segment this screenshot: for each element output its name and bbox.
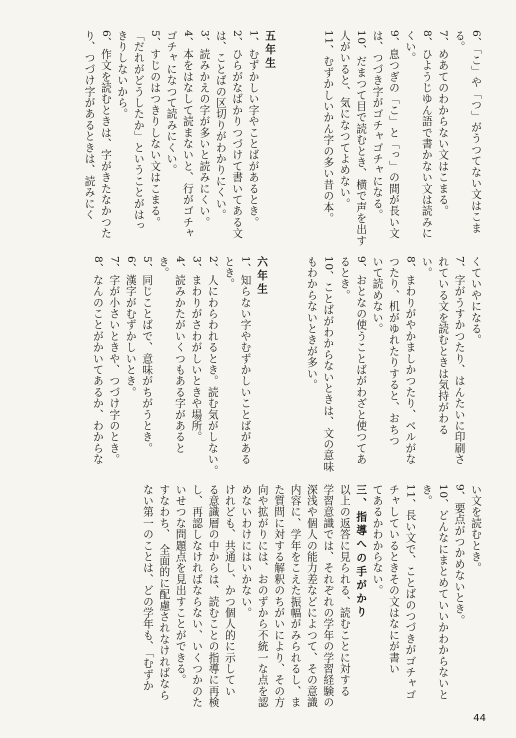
text-line: 人がいると、気になつてよめない。 (338, 30, 351, 210)
text-line: 6、漢字がむずかしいとき。 (124, 256, 137, 398)
text-line: いて読めない。 (371, 256, 384, 335)
grade6-difficulties (90, 256, 270, 477)
text-line: 3、まわりがさわがしいときや場所。 (190, 256, 203, 443)
text-line: 6、作文を読むときは、字がきたなかつた (99, 30, 112, 239)
text-line: 1、知らない字やむずかしいことばがある (239, 256, 252, 465)
text-line: もわからないときが多い。 (305, 256, 318, 391)
text-line: くい。 (404, 30, 417, 64)
text-line: り、つづけ字があるときは、読みにく (83, 30, 96, 221)
text-line: 8、なんのことがかいてあるか、わからな (91, 256, 104, 465)
text-line: ゴチャになつて読みにくい。 (165, 30, 178, 176)
text-line: 「だれがどうしたか」ということがはっ (132, 30, 145, 232)
text-line: 内容に、学年をこえた振幅がみられるし、ま (289, 484, 302, 708)
text-line: 1、むずかしい字やことばがあるとき。 (247, 30, 260, 228)
grade4-difficulties-continued (320, 30, 484, 247)
text-line: 5、同じことばで、意味がちがうとき。 (141, 256, 154, 454)
text-line: い文を読むとき。 (470, 484, 482, 574)
text-line: くていやになる。 (470, 256, 482, 346)
text-line: れている文を読むときは気持がわる (437, 256, 450, 436)
text-line: 11、むずかしいかん字の多い昔の本。 (322, 30, 335, 224)
text-line: つたり、机がゆれたりすると、おちつ (387, 256, 400, 447)
text-line: 9、おとなの使うことばがわざと使つてあ (355, 256, 368, 465)
text-line: し、再認しなければならない、いくつかのた (191, 484, 204, 708)
text-line: 5、すじのはつきりしない文はこまる。 (149, 30, 162, 228)
text-line: 8、ひようじゆん語で書かない文は読みに (420, 30, 433, 239)
text-line: 学習意識では、それぞれの学年の学習経験の (322, 484, 335, 708)
text-line: いせつな問題点を見出すことができる。 (174, 484, 187, 686)
text-line: 向や拡がりには、おのずから不統一な点を認 (256, 484, 269, 708)
text-line: めないわけにはいかない。 (240, 484, 253, 619)
text-line: き。 (157, 256, 170, 279)
text-line: る意識層の中からは、読むことの指導に再検 (207, 484, 220, 708)
text-line: てあるかわからない。 (371, 484, 384, 596)
grade6-heading: 六年生 (256, 256, 268, 297)
text-line: 7、字が小さいときや、つづけ字のとき。 (108, 256, 121, 465)
text-line: い。 (420, 256, 433, 279)
text-line: きりしないから。 (116, 30, 129, 120)
text-line: 10、ことばがわからないときは、文の意味 (322, 256, 335, 473)
text-line: 4、読みかたがいくつもある字があると (173, 256, 186, 454)
guidance-section (139, 484, 484, 708)
text-line: は、つづき字がゴチャゴチャになる。 (371, 30, 384, 221)
section-heading: 三、指導への手がかり (355, 484, 368, 620)
grade5-difficulties-continued (304, 256, 484, 473)
text-line: 11、長い文で、ことばのつづきがゴチャゴ (404, 484, 417, 701)
text-line: とき。 (223, 256, 236, 290)
text-line: 8、まわりがやかましかつたり、ベルがな (404, 256, 417, 465)
text-line: 2、人にわらわれるとき。読む気がしない。 (206, 256, 219, 477)
text-line: る。 (453, 30, 466, 53)
text-line: チャしているときその文はなにが書い (387, 484, 400, 675)
text-line: けれども、共通し、かつ個人的に示してい (223, 484, 236, 697)
text-line: 10、だまつて目で読むとき、横で声を出す (355, 30, 368, 247)
text-line: 2、ひらがなばかりつづけて書いてある文 (231, 30, 244, 239)
text-line: 以上の返答に見られる、読むことに対する (338, 484, 351, 697)
text-line: すなわち、 全面的に配慮されなければなら (158, 484, 171, 701)
page-number: 44 (473, 713, 486, 724)
text-line: 7、めあてのわからない文はこまる。 (437, 30, 450, 217)
text-line: 9、息つぎの「こ」と「っ」の間が長い文 (387, 30, 400, 239)
text-line: 深浅や個人の能力差などによつて、その意識 (305, 484, 318, 708)
text-line: 9、要点がつかめないとき。 (453, 484, 466, 626)
text-line: た質問に対する解釈のちがいにより、その方 (273, 484, 286, 708)
text-line: き。 (420, 484, 433, 507)
text-line: 10、どんなにまとめていいかわからないと (437, 484, 450, 701)
text-line: 6、「こ」や「つ」がうつてない文はこま (470, 30, 482, 234)
text-line: るとき。 (338, 256, 351, 301)
text-line: 3、読みかえの字が多いと読みにくい。 (198, 30, 211, 228)
grade5-difficulties (81, 30, 278, 244)
text-line: 7、字がうすかつたり、はんたいに印刷さ (453, 256, 466, 465)
text-line: は、ことばの区切りがわかりにくい。 (214, 30, 227, 221)
text-line: ない第一のことは、どの学年も、「むずか (141, 484, 154, 692)
grade5-heading: 五年生 (264, 30, 276, 71)
text-line: 4、本をはなして読まないと、行がゴチャ (181, 30, 194, 239)
